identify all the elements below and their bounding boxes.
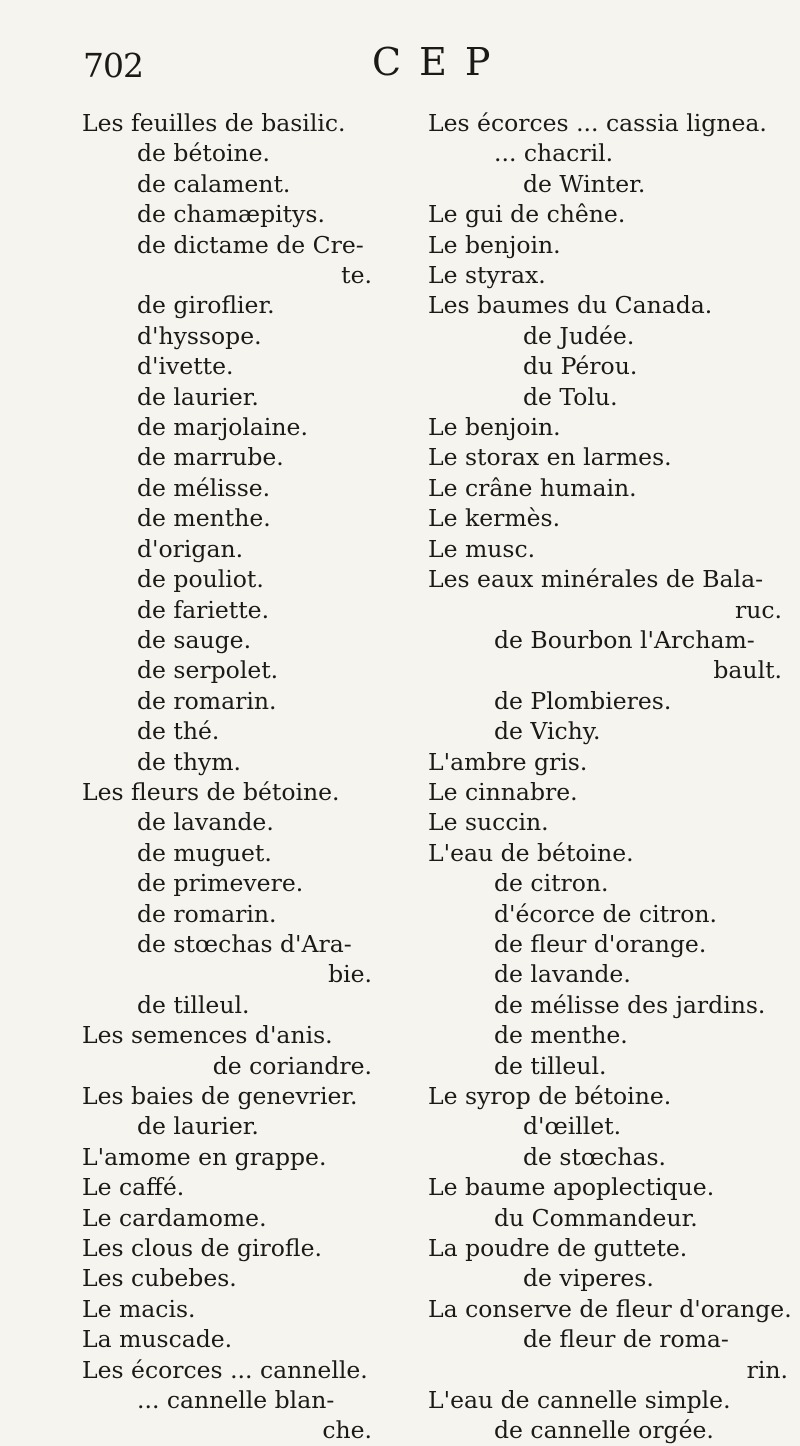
list-line: de coriandre. [212,1051,372,1080]
list-line: d'œillet. [523,1112,622,1141]
list-line: de chamæpitys. [137,200,325,229]
list-line: Les cubebes. [82,1264,237,1293]
list-line: ruc. [735,595,782,624]
right-column [428,108,792,1446]
list-line: d'hyssope. [137,321,262,350]
list-line: de menthe. [137,504,271,533]
list-line: Les clous de girofle. [82,1234,322,1263]
list-line: de Plombieres. [494,686,672,715]
list-line: de thym. [137,747,242,776]
list-line: de stœchas d'Ara- [137,929,352,958]
list-line: Le benjoin. [428,230,561,259]
list-line: de pouliot. [137,565,264,594]
list-line: de cannelle orgée. [494,1416,714,1445]
list-line: L'eau de cannelle simple. [428,1386,731,1415]
left-column [82,108,412,1446]
list-line: Le gui de chêne. [428,200,626,229]
list-line: de Bourbon l'Archam- [494,625,755,654]
list-line: de fleur de roma- [523,1325,729,1354]
list-line: Les semences d'anis. [82,1021,333,1050]
list-line: L'amome en grappe. [82,1142,327,1171]
list-line: Les écorces ... cannelle. [82,1355,368,1384]
list-line: La conserve de fleur d'orange. [428,1294,792,1323]
list-line: La poudre de guttete. [428,1234,688,1263]
list-line: d'origan. [137,534,244,563]
list-line: Les fleurs de bétoine. [82,777,340,806]
list-line: de fleur d'orange. [494,929,707,958]
list-line: d'écorce de citron. [494,899,718,928]
list-line: de laurier. [137,1112,259,1141]
list-line: de romarin. [137,899,277,928]
list-line: de bétoine. [137,139,270,168]
list-line: de mélisse des jardins. [494,990,766,1019]
list-line: de fariette. [137,595,270,624]
list-line: de lavande. [494,960,631,989]
list-line: de Judée. [523,321,635,350]
list-line: Les baumes du Canada. [428,291,713,320]
list-line: Le cardamome. [82,1203,267,1232]
list-line: de romarin. [137,686,277,715]
list-line: Le benjoin. [428,413,561,442]
list-line: de Vichy. [494,717,601,746]
list-line: bault. [713,656,782,685]
list-line: Le storax en larmes. [428,443,672,472]
list-line: de calament. [137,169,291,198]
list-line: L'ambre gris. [428,747,588,776]
list-line: de giroflier. [137,291,275,320]
list-line: Les baies de genevrier. [82,1082,358,1110]
list-line: de tilleul. [494,1051,607,1080]
list-line: de laurier. [137,382,259,411]
list-line: Le cinnabre. [428,777,578,806]
list-line: Le musc. [428,534,536,563]
list-line: de serpolet. [137,656,279,685]
list-line: de sauge. [137,625,252,654]
list-line: de thé. [137,717,220,746]
list-line: d'ivette. [137,352,234,381]
list-line: ... cannelle blan- [137,1386,335,1415]
list-line: Les écorces ... cassia lignea. [428,109,767,137]
list-line: de muguet. [137,838,272,867]
list-line: du Commandeur. [494,1203,698,1232]
list-line: La muscade. [82,1325,233,1354]
list-line: de Tolu. [523,382,618,411]
list-line: du Pérou. [523,352,638,381]
list-line: Le styrax. [428,261,546,290]
list-line: Le caffé. [82,1173,185,1202]
list-line: de Winter. [523,169,646,198]
list-line: de mélisse. [137,473,271,502]
list-line: ... chacril. [494,139,614,168]
list-line: de primevere. [137,869,304,898]
list-line: Le macis. [82,1294,196,1323]
list-line: Le crâne humain. [428,473,637,502]
list-line: te. [341,261,372,290]
list-line: bie. [328,960,372,989]
list-line: de marrube. [137,443,284,472]
list-line: rin. [746,1355,788,1384]
list-line: Les feuilles de basilic. [82,109,346,137]
running-header: CEP [372,40,509,84]
page-number: 702 [83,46,143,85]
list-line: de marjolaine. [137,413,308,442]
list-line: de dictame de Cre- [137,230,364,259]
list-line: Le baume apoplectique. [428,1173,715,1202]
list-line: de lavande. [137,808,274,837]
list-line: che. [322,1416,372,1445]
list-line: Le kermès. [428,504,561,533]
list-line: Les eaux minérales de Bala- [428,565,764,594]
list-line: de citron. [494,869,609,898]
list-line: de tilleul. [137,990,250,1019]
list-line: L'eau de bétoine. [428,838,634,867]
list-line: de stœchas. [523,1142,666,1171]
list-line: de menthe. [494,1021,628,1050]
list-line: Le succin. [428,808,549,837]
list-line: Le syrop de bétoine. [428,1082,672,1110]
list-line: de viperes. [523,1264,654,1293]
